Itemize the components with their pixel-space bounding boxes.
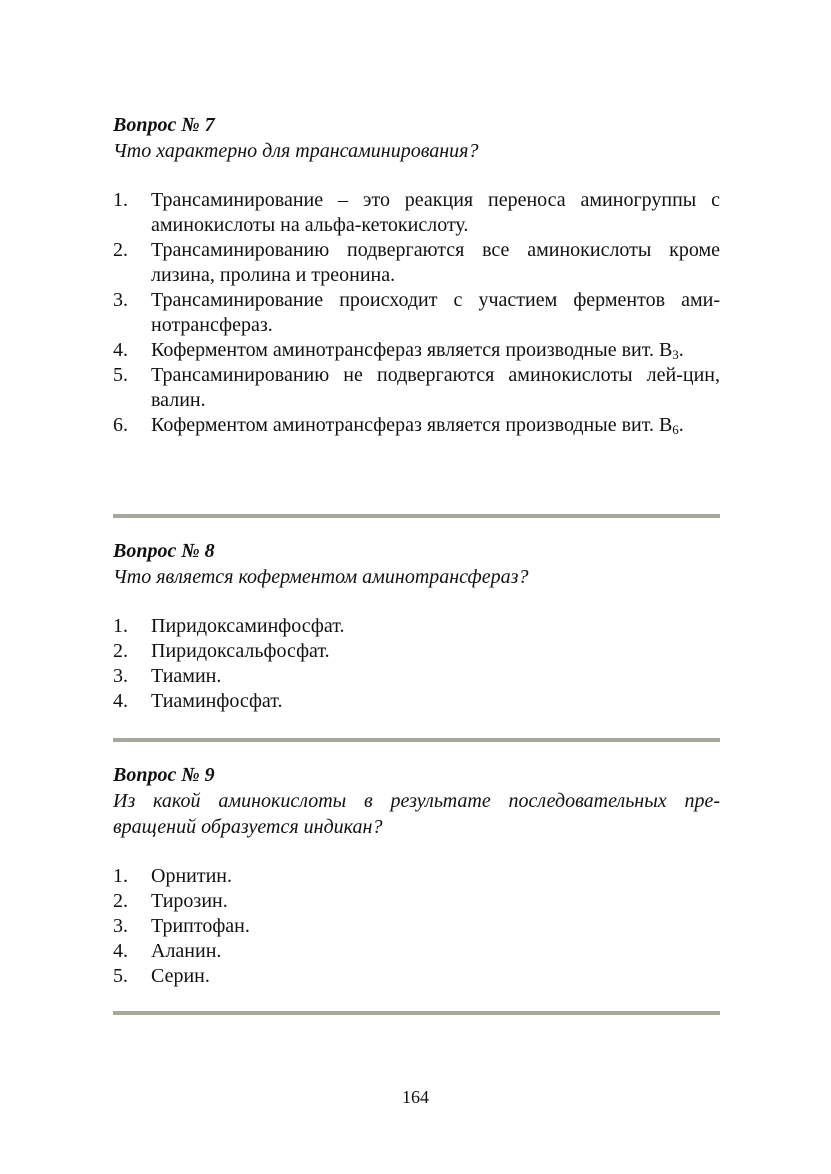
answer-text: Серин. (151, 965, 210, 987)
answer-item (113, 864, 720, 889)
answer-item (113, 939, 720, 964)
answer-list (113, 614, 720, 714)
answer-number: 2. (113, 640, 128, 662)
answer-text (151, 413, 720, 438)
answer-item (113, 664, 720, 689)
answer-number: 1. (113, 189, 128, 211)
answer-text: Орнитин. (151, 865, 232, 887)
answer-text: Тиаминфосфат. (151, 690, 283, 712)
answer-item (113, 363, 720, 413)
answer-number: 3. (113, 289, 128, 311)
answer-text: Трансаминирование происходит с участием ферментов ами-нотрансфераз. (151, 289, 720, 336)
question-title: Вопрос № 7 (113, 114, 215, 136)
question-text: Что характерно для трансаминирования? (113, 140, 479, 162)
answer-number: 2. (113, 890, 128, 912)
answer-number: 6. (113, 414, 128, 436)
section-divider (113, 514, 720, 518)
question-block-9 (113, 762, 720, 989)
answer-text-main: Коферментом аминотрансфераз является производные вит. В (151, 414, 673, 436)
answer-number: 3. (113, 665, 128, 687)
answer-text: Аланин. (151, 940, 222, 962)
answer-number: 4. (113, 690, 128, 712)
page-number: 164 (402, 1087, 429, 1107)
answer-text: Трансаминированию подвергаются все аминокислоты кроме лизина, пролина и треонина. (151, 239, 720, 286)
answer-text: Триптофан. (151, 915, 250, 937)
answer-number: 1. (113, 865, 128, 887)
answer-text: Тиамин. (151, 665, 222, 687)
answer-text: Пиридоксаминфосфат. (151, 615, 345, 637)
answer-number: 5. (113, 965, 128, 987)
answer-item (113, 614, 720, 639)
answer-item (113, 413, 720, 438)
answer-text (151, 338, 720, 363)
answer-text-main: Коферментом аминотрансфераз является производные вит. В (151, 339, 673, 361)
answer-item (113, 338, 720, 363)
question-block-8 (113, 538, 720, 714)
answer-text: Тирозин. (151, 890, 228, 912)
answer-item (113, 914, 720, 939)
answer-item (113, 238, 720, 288)
question-title: Вопрос № 9 (113, 764, 215, 786)
answer-item (113, 288, 720, 338)
answer-number: 1. (113, 615, 128, 637)
answer-item (113, 964, 720, 989)
subscript: 6 (672, 422, 679, 437)
answer-number: 2. (113, 239, 128, 261)
subscript: 3 (672, 347, 679, 362)
answer-number: 5. (113, 364, 128, 386)
answer-text: Пиридоксальфосфат. (151, 640, 330, 662)
answer-number: 3. (113, 915, 128, 937)
question-title: Вопрос № 8 (113, 540, 215, 562)
answer-list (113, 188, 720, 438)
answer-list (113, 864, 720, 989)
answer-item (113, 639, 720, 664)
question-block-7 (113, 112, 720, 438)
answer-number: 4. (113, 339, 128, 361)
answer-text: Трансаминированию не подвергаются аминокислоты лей-цин, валин. (151, 364, 720, 411)
question-text: Из какой аминокислоты в результате последовательных пре-вращений образуется индикан? (113, 790, 720, 838)
answer-text-after: . (678, 339, 684, 361)
answer-item (113, 889, 720, 914)
section-divider (113, 1011, 720, 1015)
answer-number: 4. (113, 940, 128, 962)
answer-text: Трансаминирование – это реакция переноса аминогруппы с аминокислоты на альфа-кетокислоту. (151, 189, 720, 236)
section-divider (113, 738, 720, 742)
answer-item (113, 689, 720, 714)
question-text: Что является коферментом аминотрансфераз? (113, 566, 529, 588)
answer-text-after: . (678, 414, 684, 436)
answer-item (113, 188, 720, 238)
